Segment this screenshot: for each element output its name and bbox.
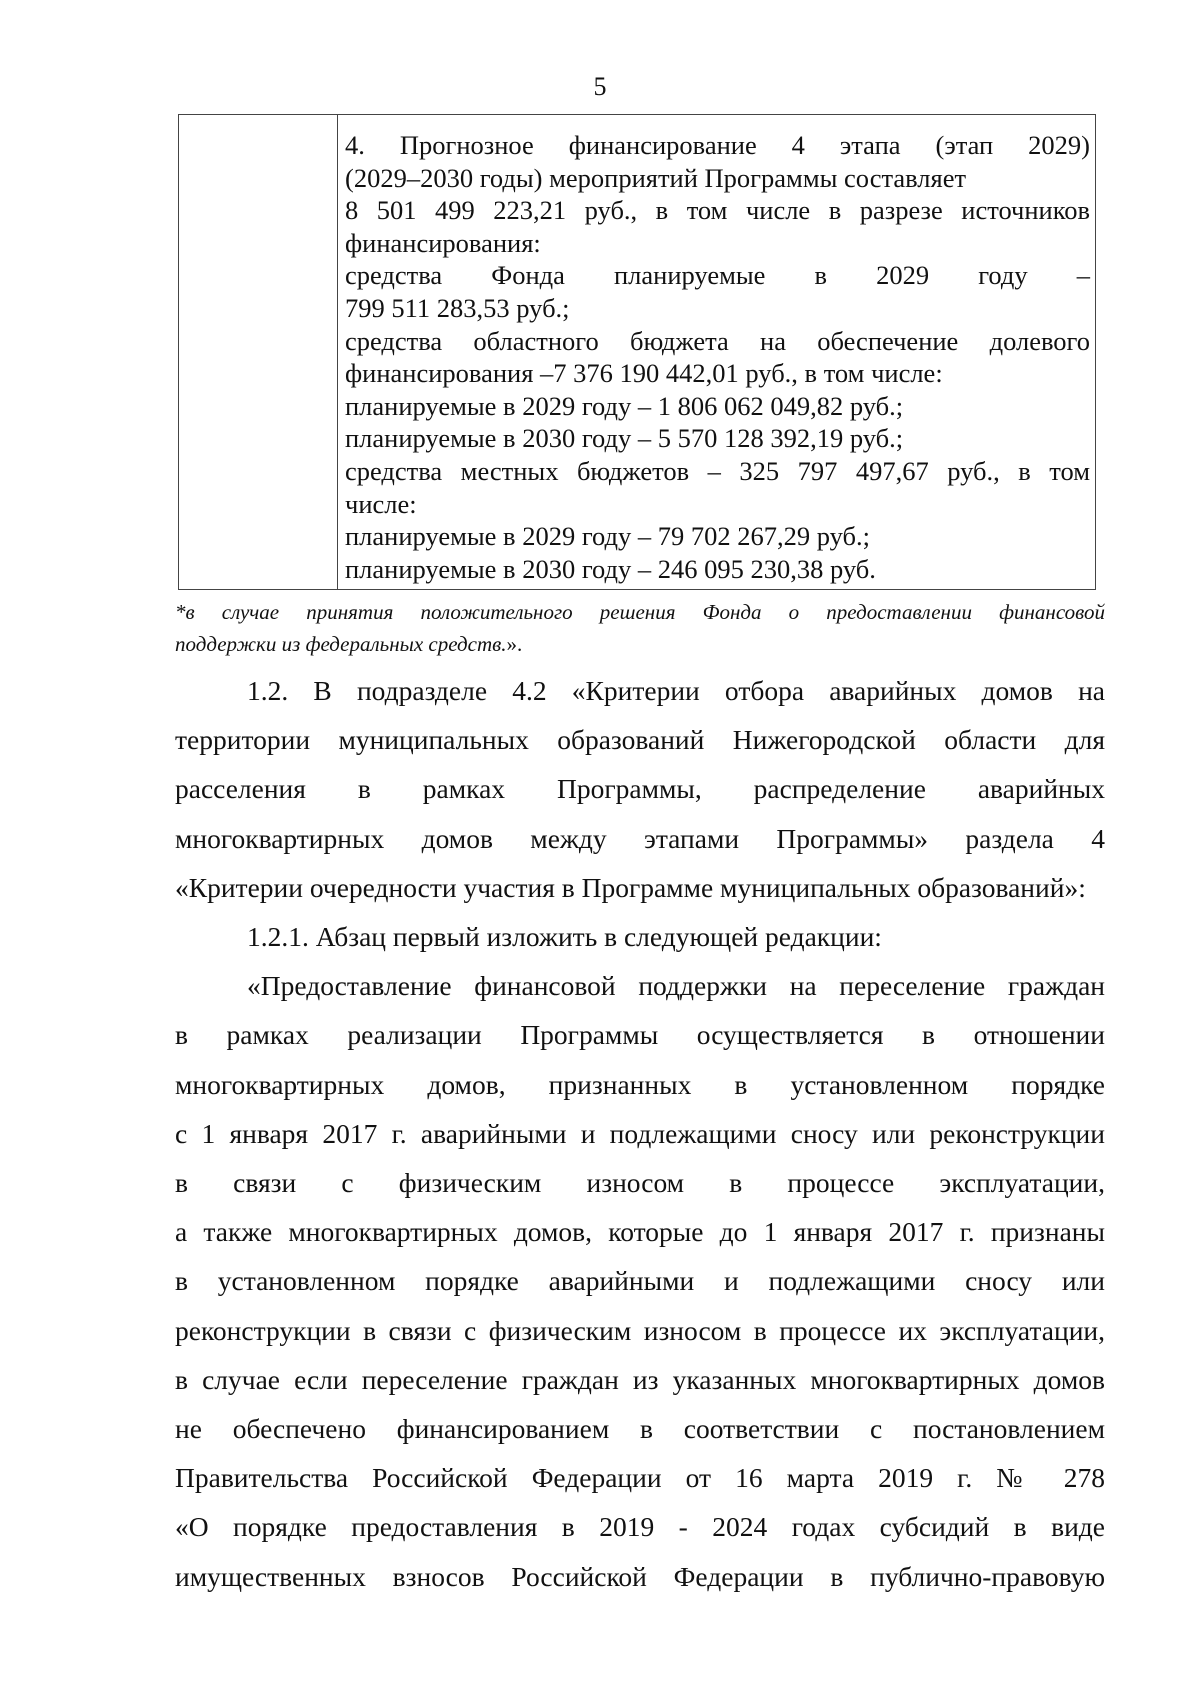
paragraph-line: «Предоставление финансовой поддержки на переселение граждан (247, 970, 1105, 1002)
table-line: финансирования –7 376 190 442,01 руб., в том числе: (345, 358, 943, 389)
paragraph-line: имущественных взносов Российской Федерации в публично-правовую (175, 1560, 1105, 1592)
table-line: числе: (345, 488, 417, 519)
table-financing-cell (338, 115, 1096, 590)
table-line: планируемые в 2029 году – 79 702 267,29 руб.; (345, 521, 871, 552)
financing-table (178, 114, 1096, 590)
document-body (175, 666, 1105, 1601)
paragraph-line: с 1 января 2017 г. аварийными и подлежащими сносу или реконструкции (175, 1117, 1105, 1149)
table-line: планируемые в 2030 году – 246 095 230,38 руб. (345, 553, 876, 584)
paragraph-line: не обеспечено финансированием в соответствии с постановлением (175, 1413, 1105, 1445)
table-line: средства местных бюджетов – 325 797 497,67 руб., в том (345, 455, 1090, 486)
table-line: финансирования: (345, 227, 541, 258)
table-line: средства областного бюджета на обеспечение долевого (345, 325, 1090, 356)
paragraph-line: а также многоквартирных домов, которые до 1 января 2017 г. признаны (175, 1216, 1105, 1248)
table-line: 8 501 499 223,21 руб., в том числе в разрезе источников (345, 195, 1090, 226)
paragraph-line: многоквартирных домов между этапами Программы» раздела 4 (175, 822, 1105, 854)
footnote-line: *в случае принятия положительного решения Фонда о предоставлении финансовой (175, 600, 1105, 624)
table-line: планируемые в 2029 году – 1 806 062 049,82 руб.; (345, 390, 904, 421)
paragraph-line: реконструкции в связи с физическим износом в процессе их эксплуатации, (175, 1314, 1105, 1346)
table-line: средства Фонда планируемые в 2029 году – (345, 260, 1090, 291)
paragraph-line: в установленном порядке аварийными и подлежащими сносу или (175, 1265, 1105, 1297)
footnote-text: поддержки из федеральных средств. (175, 632, 507, 656)
table-line: 799 511 283,53 руб.; (345, 292, 570, 323)
closing-quote: ». (506, 632, 523, 656)
paragraph-line: в связи с физическим износом в процессе эксплуатации, (175, 1167, 1105, 1199)
table-line: планируемые в 2030 году – 5 570 128 392,19 руб.; (345, 423, 904, 454)
footnote-line (175, 628, 1105, 660)
paragraph-line: Правительства Российской Федерации от 16 марта 2019 г. № 278 (175, 1462, 1105, 1494)
paragraph-line: расселения в рамках Программы, распределение аварийных (175, 773, 1105, 805)
paragraph-line: в рамках реализации Программы осуществляется в отношении (175, 1019, 1105, 1051)
paragraph-line: в случае если переселение граждан из указанных многоквартирных домов (175, 1363, 1105, 1395)
paragraph-line: «Критерии очередности участия в Программе муниципальных образований»: (175, 871, 1086, 903)
paragraph-line: 1.2. В подразделе 4.2 «Критерии отбора аварийных домов на (247, 675, 1105, 706)
table-line: (2029–2030 годы) мероприятий Программы составляет (345, 162, 967, 193)
paragraph-line: «О порядке предоставления в 2019 - 2024 годах субсидий в виде (175, 1511, 1105, 1543)
paragraph-line: многоквартирных домов, признанных в установленном порядке (175, 1068, 1105, 1100)
paragraph-line: территории муниципальных образований Нижегородской области для (175, 724, 1105, 756)
page-number: 5 (593, 72, 607, 101)
paragraph-line: 1.2.1. Абзац первый изложить в следующей редакции: (247, 921, 882, 953)
table-empty-cell (179, 115, 338, 590)
table-line: 4. Прогнозное финансирование 4 этапа (этап 2029) (345, 130, 1090, 160)
footnote (175, 596, 1105, 660)
